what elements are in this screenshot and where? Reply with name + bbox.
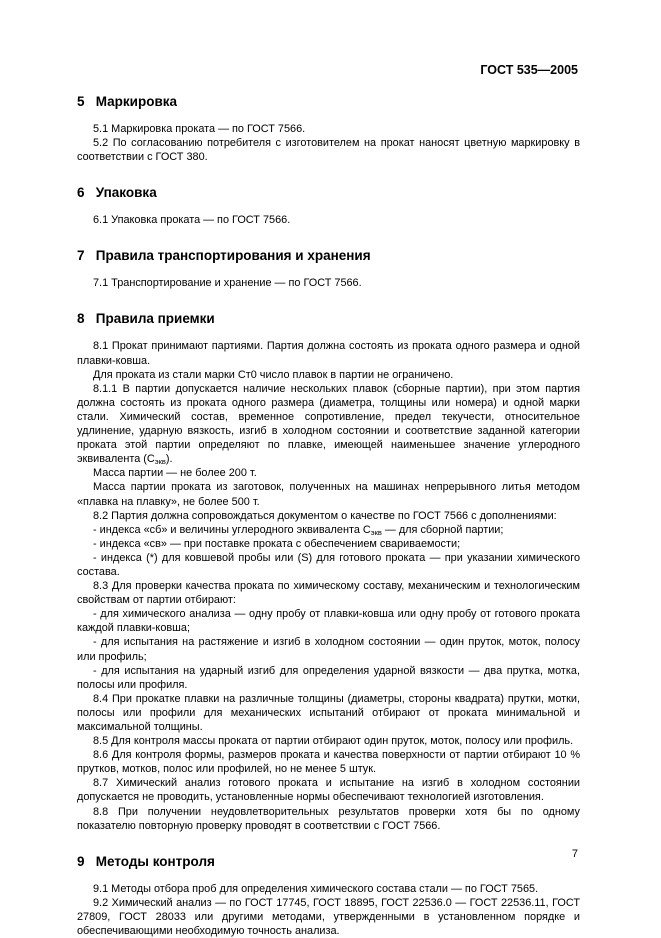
paragraph-8-6: 8.6 Для контроля формы, размеров проката и качества поверхности от партии отбирают 10 % прутков, мотков, полос или профилей, но не менее 5 штук.: [77, 749, 580, 776]
paragraph-batch-mass: Масса партии — не более 200 т.: [93, 467, 257, 480]
list-item-tensile-test: - для испытания на растяжение и изгиб в холодном состоянии — один пруток, моток, полосу или профиль;: [77, 636, 580, 663]
subscript: экв: [154, 457, 166, 467]
paragraph-batch-mass-continuous: Масса партии проката из заготовок, полученных на машинах непрерывного литья методом «плавка на плавку», не более 500 т.: [77, 481, 580, 508]
section-number: 5: [77, 94, 85, 109]
list-item-sb-index: [77, 523, 580, 537]
paragraph-9-2: 9.2 Химический анализ — по ГОСТ 17745, ГОСТ 18895, ГОСТ 22536.0 — ГОСТ 22536.11, ГОСТ 27809, ГОСТ 28033 или другими методами, утвержденными в установленном порядке и обеспечивающими необходимую точность анализа.: [77, 896, 580, 938]
section-number: 6: [77, 185, 85, 201]
paragraph-8-4: 8.4 При прокатке плавки на различные толщины (диаметры, стороны квадрата) прутки, мотки, полосы или профили для механических испытаний отбирают от проката минимальной и максимальной толщины.: [77, 692, 580, 733]
paragraph-text: 8.1.1 В партии допускается наличие нескольких плавок (сборные партии), при этом партия должна состоять из проката одного размера (диаметра, толщины или номера) и одной марки стали. Химический состав, временное сопротивление, предел текучести, относительное удлинение, ударную вязкость, изгиб в холодном состоянии и соответствие заданной категории проката этой партии определяют по плавке, имеющей наименьшее значение углеродного эквивалента (С: [77, 382, 580, 466]
paragraph-8-8: 8.8 При получении неудовлетворительных результатов проверки хотя бы по одному показателю повторную проверку проводят в соответствии с ГОСТ 7566.: [77, 805, 580, 832]
paragraph-8-2: 8.2 Партия должна сопровождаться документом о качестве по ГОСТ 7566 с дополнениями:: [93, 509, 557, 522]
section-number: 9: [77, 853, 85, 869]
section-6-heading: [77, 183, 580, 203]
list-item-text: - индекса «сб» и величины углеродного эквивалента С: [93, 523, 371, 536]
paragraph-5-1: 5.1 Маркировка проката — по ГОСТ 7566.: [93, 123, 306, 135]
section-8-heading: [77, 309, 580, 329]
document-header: ГОСТ 535—2005: [480, 63, 578, 77]
list-item-text-end: — для сборной партии;: [381, 523, 504, 536]
list-item-impact-test: - для испытания на ударный изгиб для определения ударной вязкости — два прутка, мотка, полосы или профиля.: [77, 664, 580, 691]
section-title: Методы контроля: [95, 853, 215, 869]
section-number: 7: [77, 248, 85, 264]
paragraph-text-end: ).: [165, 453, 173, 466]
paragraph-9-1: 9.1 Методы отбора проб для определения химического состава стали — по ГОСТ 7565.: [93, 882, 539, 895]
paragraph-5-2: 5.2 По согласованию потребителя с изготовителем на прокат наносят цветную маркировку в соответствии с ГОСТ 380.: [77, 137, 580, 164]
paragraph-8-3: 8.3 Для проверки качества проката по химическому составу, механическим и технологическим свойствам от партии отбирают:: [77, 580, 580, 607]
section-title: Правила транспортирования и хранения: [95, 248, 371, 264]
paragraph-6-1: 6.1 Упаковка проката — по ГОСТ 7566.: [93, 214, 291, 227]
section-5-heading: [77, 92, 580, 112]
page-number: 7: [571, 848, 578, 860]
section-title: Правила приемки: [95, 311, 215, 327]
paragraph-7-1: 7.1 Транспортирование и хранение — по ГОСТ 7566.: [93, 277, 362, 290]
paragraph-8-1: 8.1 Прокат принимают партиями. Партия должна состоять из проката одного размера и одной плавки-ковша.: [77, 340, 580, 367]
section-9-heading: [77, 852, 580, 872]
page-content: [77, 92, 580, 938]
paragraph-8-1-note: Для проката из стали марки Ст0 число плавок в партии не ограничено.: [93, 368, 454, 381]
list-item-chemical-analysis: - для химического анализа — одну пробу от плавки-ковша или одну пробу от готового проката каждой плавки-ковша;: [77, 608, 580, 635]
section-title: Упаковка: [95, 185, 157, 201]
paragraph-8-1-1: [77, 382, 580, 467]
list-item-sv-index: - индекса «св» — при поставке проката с обеспечением свариваемости;: [93, 537, 461, 550]
section-title: Маркировка: [95, 94, 178, 109]
section-7-heading: [77, 246, 580, 266]
section-number: 8: [77, 311, 85, 327]
list-item-star-index: - индекса (*) для ковшевой пробы или (S) для готового проката — при указании химического состава.: [77, 551, 580, 578]
subscript: экв: [370, 527, 382, 537]
paragraph-8-5: 8.5 Для контроля массы проката от партии отбирают один пруток, моток, полосу или профиль.: [93, 735, 574, 748]
paragraph-8-7: 8.7 Химический анализ готового проката и испытание на изгиб в холодном состоянии допускается не проводить, установленные нормы обеспечивают технологией изготовления.: [77, 777, 580, 804]
